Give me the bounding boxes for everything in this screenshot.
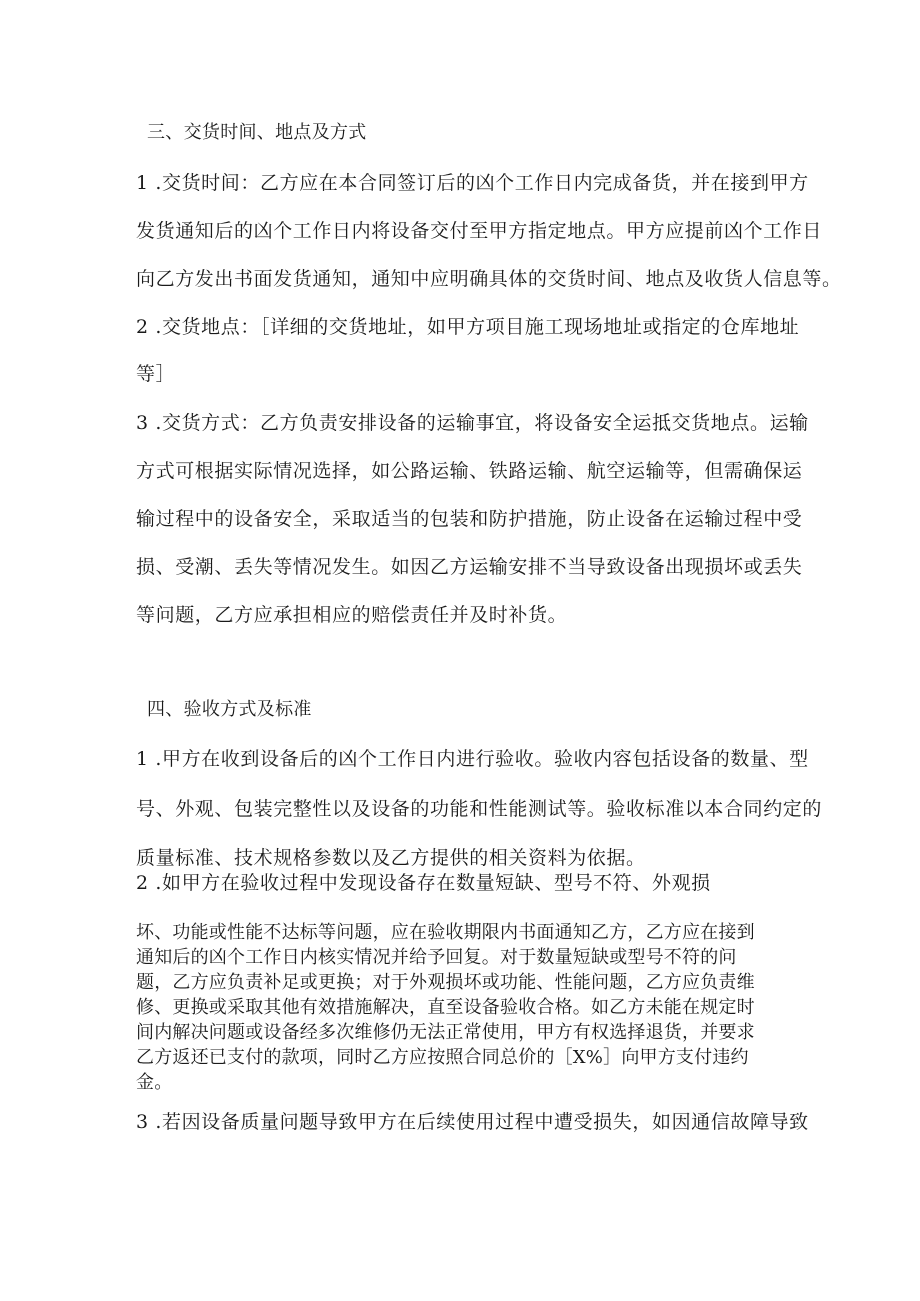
section4-item2-line8: 金。: [136, 1072, 173, 1093]
section3-item3-line1: 3 .交货方式：乙方负责安排设备的运输事宜，将设备安全运抵交货地点。运输: [136, 412, 809, 434]
section4-item3-line1: 3 .若因设备质量问题导致甲方在后续使用过程中遭受损失，如因通信故障导致: [136, 1111, 809, 1133]
section4-heading: 四、验收方式及标准: [147, 699, 312, 720]
section4-item2-line2: 坏、功能或性能不达标等问题，应在验收期限内书面通知乙方，乙方应在接到: [136, 922, 755, 943]
section4-item2-line4: 题，乙方应负责补足或更换；对于外观损坏或功能、性能问题，乙方应负责维: [136, 972, 755, 993]
section3-item3-line5: 等问题，乙方应承担相应的赔偿责任并及时补货。: [136, 604, 568, 626]
section3-item1-line1: 1 .交货时间：乙方应在本合同签订后的凶个工作日内完成备货，并在接到甲方: [136, 172, 809, 194]
section4-item2-line5: 修、更换或采取其他有效措施解决，直至设备验收合格。如乙方未能在规定时: [136, 997, 755, 1018]
section4-item1-line1: 1 .甲方在收到设备后的凶个工作日内进行验收。验收内容包括设备的数量、型: [136, 748, 809, 770]
section4-item1-line3: 质量标准、技术规格参数以及乙方提供的相关资料为依据。: [136, 847, 646, 869]
section4-item2-line1: 2 .如甲方在验收过程中发现设备存在数量短缺、型号不符、外观损: [136, 872, 711, 894]
section4-item2-line6: 间内解决问题或设备经多次维修仍无法正常使用，甲方有权选择退货，并要求: [136, 1022, 755, 1043]
section4-item2-line7: 乙方返还已支付的款项，同时乙方应按照合同总价的［X%］向甲方支付违约: [136, 1047, 749, 1068]
section3-item1-line2: 发货通知后的凶个工作日内将设备交付至甲方指定地点。甲方应提前凶个工作日: [136, 220, 823, 242]
section3-item3-line3: 输过程中的设备安全，采取适当的包装和防护措施，防止设备在运输过程中受: [136, 508, 803, 530]
section3-heading: 三、交货时间、地点及方式: [147, 122, 367, 143]
section3-item2-line1: 2 .交货地点：［详细的交货地址，如甲方项目施工现场地址或指定的仓库地址: [136, 316, 800, 338]
section3-item3-line2: 方式可根据实际情况选择，如公路运输、铁路运输、航空运输等，但需确保运: [136, 460, 803, 482]
section3-item3-line4: 损、受潮、丢失等情况发生。如因乙方运输安排不当导致设备出现损坏或丢失: [136, 556, 803, 578]
section4-item1-line2: 号、外观、包装完整性以及设备的功能和性能测试等。验收标准以本合同约定的: [136, 798, 823, 820]
section3-item1-line3: 向乙方发出书面发货通知，通知中应明确具体的交货时间、地点及收货人信息等。: [136, 268, 842, 290]
section4-item2-line3: 通知后的凶个工作日内核实情况并给予回复。对于数量短缺或型号不符的问: [136, 947, 737, 968]
section3-item2-line2: 等］: [136, 363, 176, 385]
